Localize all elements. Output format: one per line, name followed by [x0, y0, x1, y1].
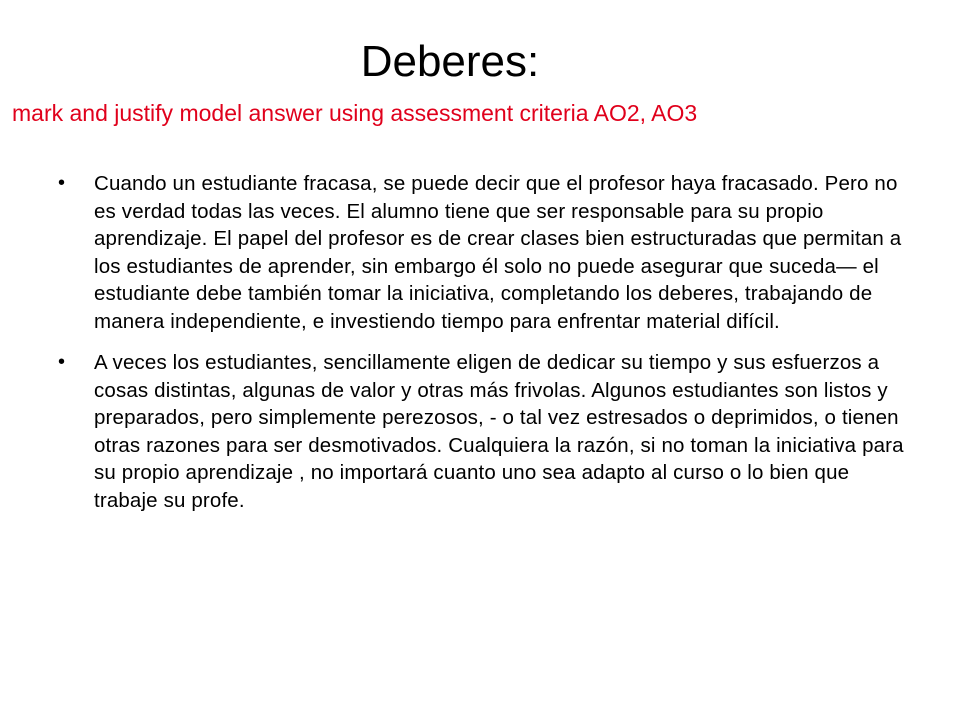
bullet-text: A veces los estudiantes, sencillamente eligen de dedicar su tiempo y sus esfuerzos a cosas distintas, algunas de valor y otras más frivolas. Algunos estudiantes son listos y preparados, pero simplemente perezosos, - o tal vez estresados o deprimidos, o tienen otras razones para ser desmotivados. Cualquiera la razón, si no toman la iniciativa para su propio aprendizaje , no importará cuanto uno sea adapto al curso o lo bien que trabaje su profe. — [94, 351, 904, 512]
bullet-list — [58, 170, 913, 528]
slide-title: Deberes: — [360, 37, 540, 86]
slide-subtitle: mark and justify model answer using assessment criteria AO2, AO3 — [12, 100, 698, 126]
bullet-item — [58, 170, 913, 335]
bullet-item — [58, 349, 913, 514]
bullet-text: Cuando un estudiante fracasa, se puede decir que el profesor haya fracasado. Pero no es verdad todas las veces. El alumno tiene que ser responsable para su propio aprendizaje. El papel del profesor es de crear clases bien estructuradas que permitan a los estudiantes de aprender, sin embargo él solo no puede asegurar que suceda— el estudiante debe también tomar la iniciativa, completando los deberes, trabajando de manera independiente, e investiendo tiempo para enfrentar material difícil. — [94, 172, 902, 333]
bullet-dot-icon: • — [58, 351, 66, 373]
bullet-dot-icon: • — [58, 172, 66, 194]
